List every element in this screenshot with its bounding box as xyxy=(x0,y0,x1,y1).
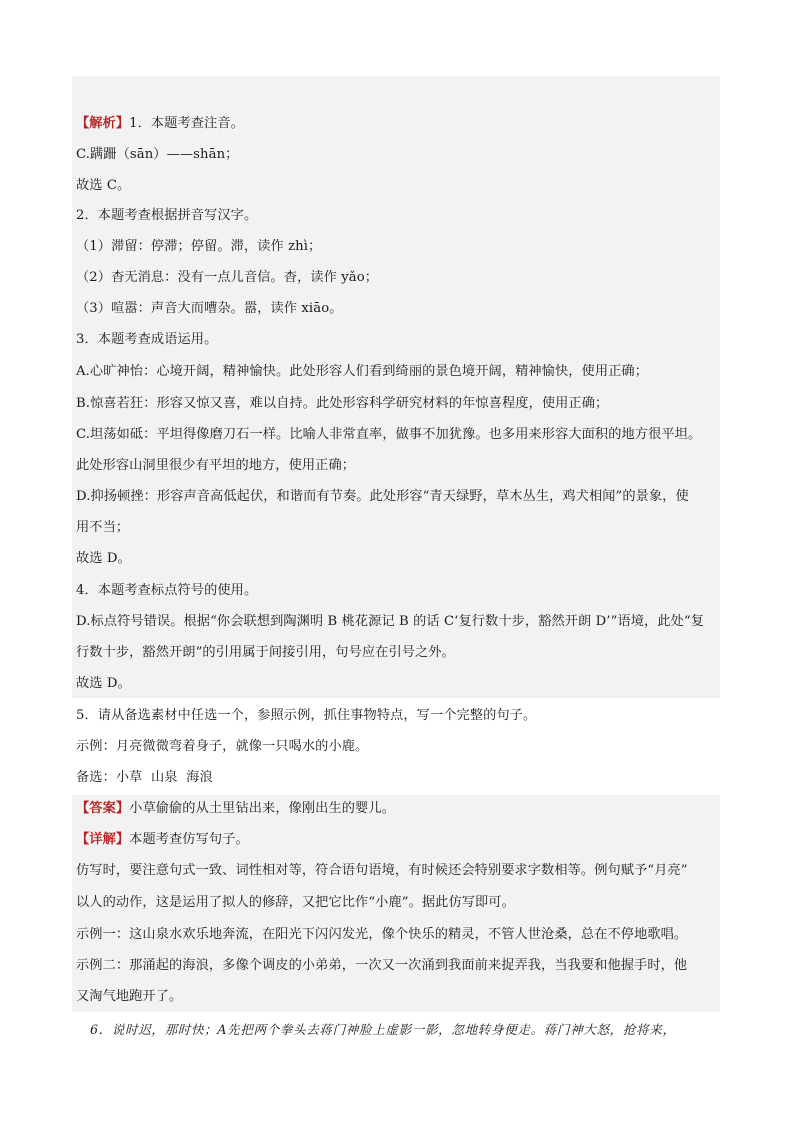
analysis-line-12: 此处形容山洞里很少有平坦的地方，使用正确； xyxy=(76,458,356,473)
question6-text: 6．说时迟，那时快；A先把两个拳头去蒋门神脸上虚影一影，忽地转身便走。蒋门神大怒，抢将来， xyxy=(90,1022,676,1037)
analysis-line-14: 用不当； xyxy=(76,520,130,535)
analysis-shaded-block xyxy=(72,76,720,698)
answer-line xyxy=(76,799,395,819)
detail-line-3: 以人的动作，这是运用了拟人的修辞，又把它比作“小鹿”。据此仿写即可。 xyxy=(76,895,515,910)
analysis-line-17: D.标点符号错误。根据“你会联想到陶渊明 B 桃花源记 B 的话 C‘复行数十步，豁然开朗 D’”语境，此处“复 xyxy=(76,614,705,629)
analysis-line-18: 行数十步，豁然开朗”的引用属于间接引用，句号应在引号之外。 xyxy=(76,645,455,660)
answer-text: 小草偷偷的从土里钻出来，像刚出生的婴儿。 xyxy=(129,801,395,816)
analysis-line-13: D.抑扬顿挫：形容声音高低起伏，和谐而有节奏。此处形容“青天绿野，草木丛生，鸡犬相闻”的景象，使 xyxy=(76,489,689,504)
analysis-line-2: C.蹒跚（sān）——shān； xyxy=(76,147,239,162)
question5-prompt: 5．请从备选素材中任选一个，参照示例，抓住事物特点，写一个完整的句子。 xyxy=(76,708,537,723)
analysis-line-1 xyxy=(76,114,244,134)
question5-options: 备选：小草 山泉 海浪 xyxy=(76,770,213,785)
analysis-line-7: （3）喧嚣：声音大而嘈杂。嚣，读作 xiāo。 xyxy=(76,301,343,316)
analysis-line-15: 故选 D。 xyxy=(76,551,131,566)
detail-line-4: 示例一：这山泉水欢乐地奔流，在阳光下闪闪发光，像个快乐的精灵，不管人世沧桑，总在不停地歌唱。 xyxy=(76,927,688,942)
analysis-line-16: 4．本题考查标点符号的使用。 xyxy=(76,583,258,598)
analysis-line-8: 3．本题考查成语运用。 xyxy=(76,332,218,347)
analysis-text: 1．本题考查注音。 xyxy=(129,116,244,131)
analysis-line-3: 故选 C。 xyxy=(76,178,131,193)
detail-line-6: 又淘气地跑开了。 xyxy=(76,989,183,1004)
analysis-line-9: A.心旷神怡：心境开阔，精神愉快。此处形容人们看到绮丽的景色境开阔，精神愉快，使用正确； xyxy=(76,364,648,379)
analysis-line-5: （1）滞留：停滞；停留。滞，读作 zhì； xyxy=(76,239,322,254)
analysis-line-10: B.惊喜若狂：形容又惊又喜，难以自持。此处形容科学研究材料的年惊喜程度，使用正确； xyxy=(76,396,609,411)
detail-text: 本题考查仿写句子。 xyxy=(129,832,249,847)
analysis-line-6: （2）杳无消息：没有一点儿音信。杳，读作 yǎo； xyxy=(76,270,379,285)
analysis-tag: 【解析】 xyxy=(76,116,130,131)
detail-line-1 xyxy=(76,830,249,850)
detail-line-2: 仿写时，要注意句式一致、词性相对等，符合语句语境，有时候还会特别要求字数相等。例句赋予“月亮” xyxy=(76,863,688,878)
question5-example: 示例：月亮微微弯着身子，就像一只喝水的小鹿。 xyxy=(76,739,369,754)
answer-tag: 【答案】 xyxy=(76,801,130,816)
analysis-line-4: 2．本题考查根据拼音写汉字。 xyxy=(76,208,258,223)
detail-line-5: 示例二：那涌起的海浪，多像个调皮的小弟弟，一次又一次涌到我面前来捉弄我，当我要和他握手时，他 xyxy=(76,958,688,973)
detail-tag: 【详解】 xyxy=(76,832,130,847)
analysis-line-11: C.坦荡如砥：平坦得像磨刀石一样。比喻人非常直率，做事不加犹豫。也多用来形容大面积的地方很平坦。 xyxy=(76,427,702,442)
analysis-line-19: 故选 D。 xyxy=(76,676,131,691)
